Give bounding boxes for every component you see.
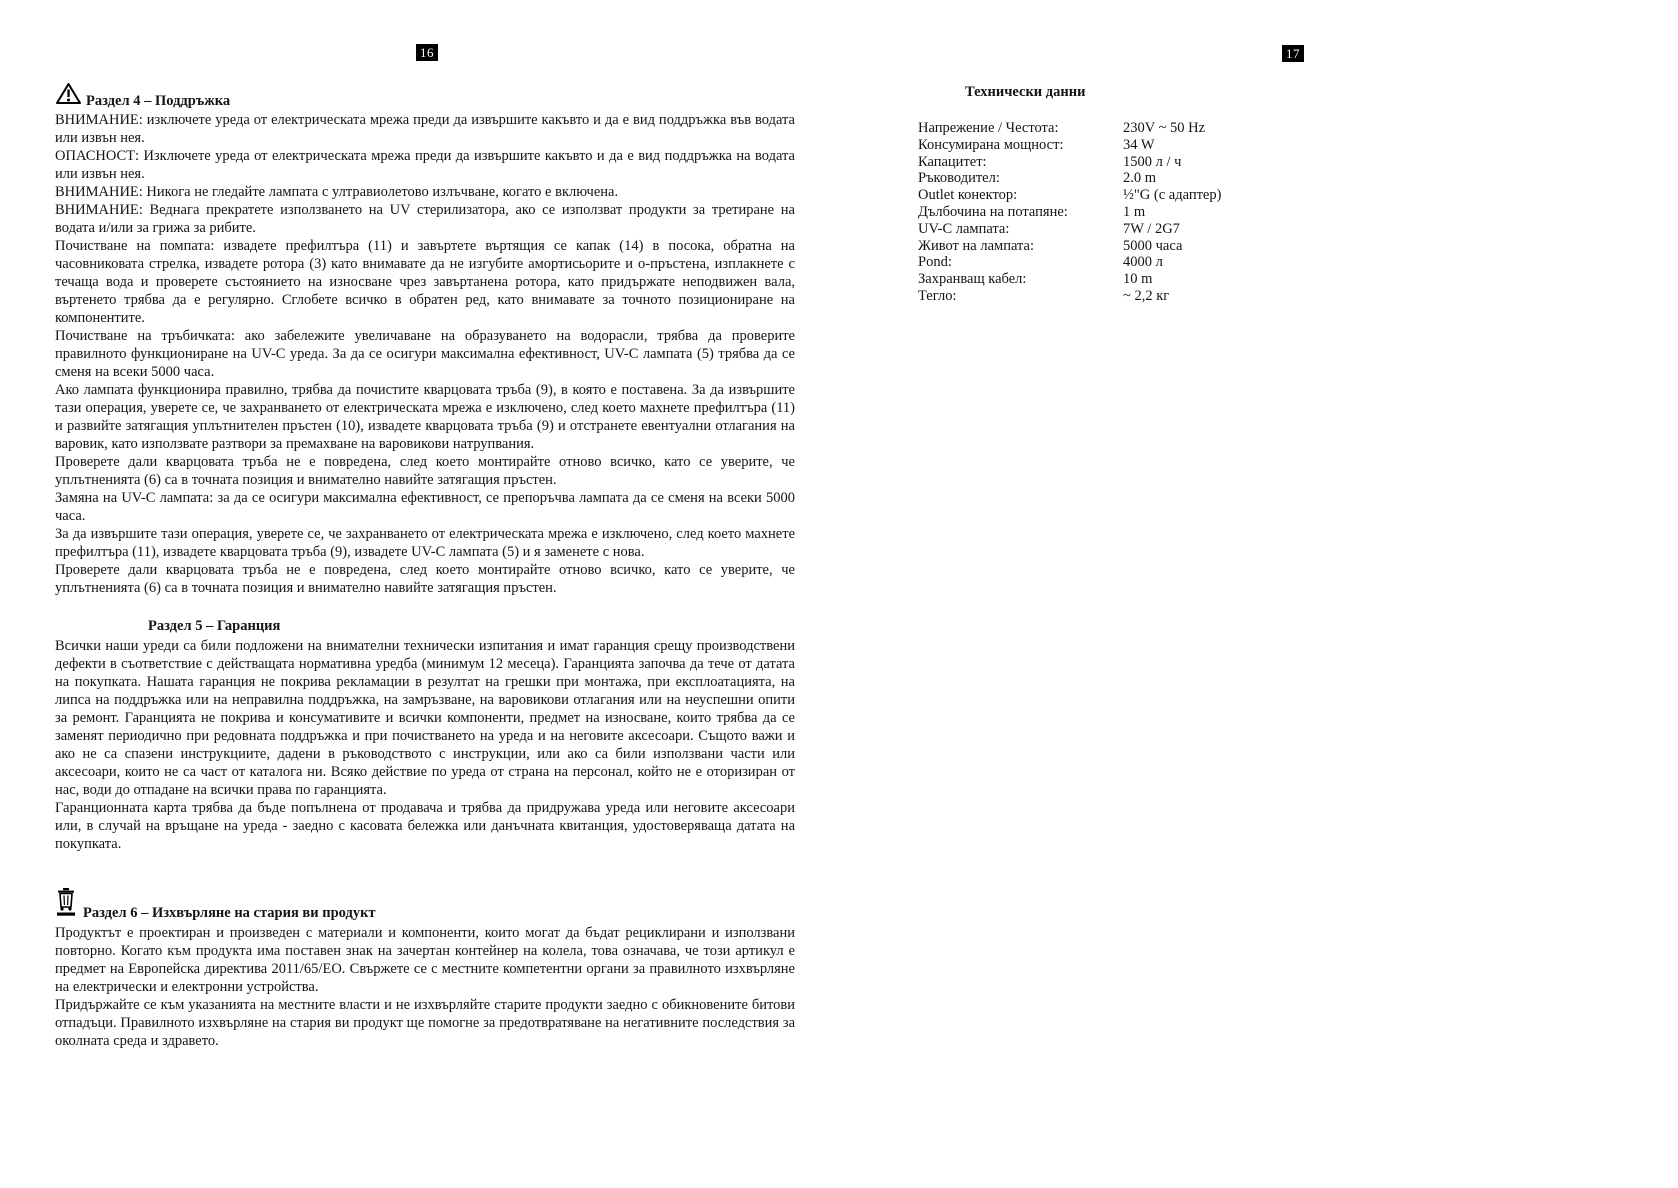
- page-number-right: 17: [1282, 45, 1304, 62]
- paragraph: Придържайте се към указанията на местните власти и не изхвърляйте старите продукти заедно с обикновените битови отпадъци. Правилното изхвърляне на стария ви продукт ще помогне за предотвратяване на негативните последствия за околната среда и здравето.: [55, 997, 795, 1049]
- left-page: [55, 82, 795, 1050]
- paragraph: Всички наши уреди са били подложени на внимателни технически изпитания и имат гаранция срещу производствени дефекти в съответствие с действащата нормативна уредба (минимум 12 месеца). Гаранцията започва да тече от датата на покупката. Нашата гаранция не покрива рекламации в резултат на грешки при монтажа, при експлоатацията, на липса на поддръжка или на неправилна поддръжка, на замръзване, на варовикови отлагания или на неуспешни опити за ремонт. Гаранцията не покрива и консумативите и всички компоненти, предмет на износване, които трябва да се заменят периодично при редовната поддръжка и при почистването на уреда и на неговите аксесоари. Същото важи и ако не са спазени инструкциите, дадени в ръководството с инструкции, или ако са били използвани части или аксесоари, които не са част от каталога ни. Всяко действие по уреда от страна на персонал, който не е оторизиран от нас, води до отпадане на всички права по гаранцията.: [55, 638, 795, 798]
- page-number-left: 16: [416, 44, 438, 61]
- spec-value: 7W / 2G7: [1123, 220, 1180, 237]
- paragraph: Замяна на UV-C лампата: за да се осигури максимална ефективност, се препоръчва лампата да се сменя на всеки 5000 часа.: [55, 490, 795, 524]
- spec-value: ½"G (с адаптер): [1123, 187, 1222, 204]
- spec-row: [918, 238, 1358, 255]
- warning-icon: [55, 82, 82, 110]
- spec-label: Напрежение / Честота:: [918, 120, 1059, 136]
- weee-bin-icon: [55, 887, 77, 922]
- paragraph: ВНИМАНИЕ: Веднага прекратете използването на UV стерилизатора, ако се използват продукти за третиране на водата и/или за грижа за рибите.: [55, 202, 795, 236]
- spec-value: ~ 2,2 кг: [1123, 287, 1170, 304]
- spec-value: 5000 часа: [1123, 237, 1183, 254]
- paragraph: ВНИМАНИЕ: изключете уреда от електрическата мрежа преди да извършите какъвто и да е вид поддръжка във водата или извън нея.: [55, 112, 795, 146]
- spec-label: Ръководител:: [918, 170, 1000, 187]
- spec-row: [918, 187, 1358, 204]
- spec-row: [918, 221, 1358, 238]
- paragraph: ОПАСНОСТ: Изключете уреда от електрическата мрежа преди да извършите какъвто и да е вид поддръжка на водата или извън нея.: [55, 148, 795, 182]
- spec-value: 1500 л / ч: [1123, 153, 1182, 170]
- spec-row: [918, 137, 1358, 154]
- tech-data-title: Технически данни: [965, 84, 1086, 100]
- paragraph: За да извършите тази операция, уверете се, че захранването от електрическата мрежа е изключено, след което махнете префилтъра (11), извадете кварцовата тръба (9), извадете UV-C лампата (5) и я заменете с нова.: [55, 526, 795, 560]
- spec-value: 4000 л: [1123, 254, 1163, 271]
- paragraph: ВНИМАНИЕ: Никога не гледайте лампата с ултравиолетово излъчване, когато е включена.: [55, 184, 619, 200]
- paragraph: Ако лампата функционира правилно, трябва да почистите кварцовата тръба (9), в която е поставена. За да извършите тази операция, уверете се, че захранването от електрическата мрежа е изключено, след което махнете префилтъра (11) и развийте затягащия уплътнителен пръстен (10), извадете кварцовата тръба (9) и отстранете евентуални отлагания на варовик, като използвате разтвори за премахване на варовикови натрупвания.: [55, 382, 795, 452]
- section4-heading: [55, 82, 795, 110]
- spec-label: Outlet конектор:: [918, 187, 1018, 204]
- spec-label: UV-C лампата:: [918, 220, 1010, 237]
- spec-row: [918, 271, 1358, 288]
- spec-label: Захранващ кабел:: [918, 271, 1027, 288]
- paragraph: Гаранционната карта трябва да бъде попълнена от продавача и трябва да придружава уреда или неговите аксесоари или, в случай на връщане на уреда - заедно с касовата бележка или данъчната квитанция, удостоверяваща датата на покупката.: [55, 800, 795, 852]
- spec-row: [918, 288, 1358, 305]
- paragraph: Проверете дали кварцовата тръба не е повредена, след което монтирайте отново всичко, като се уверите, че уплътненията (6) са в точната позиция и внимателно навийте затягащия пръстен.: [55, 454, 795, 488]
- spec-label: Pond:: [918, 254, 952, 271]
- spec-label: Консумирана мощност:: [918, 136, 1064, 153]
- spec-label: Дълбочина на потапяне:: [918, 203, 1068, 220]
- spec-label: Живот на лампата:: [918, 237, 1034, 254]
- spec-label: Капацитет:: [918, 153, 987, 170]
- paragraph: Продуктът е проектиран и произведен с материали и компоненти, които могат да бъдат рециклирани и използвани повторно. Когато към продукта има поставен знак на зачертан контейнер на колела, това означава, че този артикул е предмет на Европейска директива 2011/65/ЕО. Свържете се с местните компетентни органи за правилното изхвърляне на електрически и електронни устройства.: [55, 925, 795, 995]
- paragraph: Почистване на помпата: извадете префилтъра (11) и завъртете въртящия се капак (14) в посока, обратна на часовниковата стрелка, извадете ротора (3) като внимавате да не изгубите амортисьорите и о-пръстена, изплакнете с течаща вода и проверете състоянието на износване чрез завъртанена ротора, като придържате неподвижен вала, въртенето трябва да е регулярно. Сглобете всичко в обратен ред, като внимавате за точното позициониране на компонентите.: [55, 238, 795, 326]
- spec-row: [918, 254, 1358, 271]
- spec-label: Тегло:: [918, 287, 957, 304]
- section6-heading: [55, 887, 795, 922]
- paragraph: Почистване на тръбичката: ако забележите увеличаване на образуването на водорасли, трябва да проверите правилното функциониране на UV-C уреда. За да се осигури максимална ефективност, UV-C лампата (5) трябва да се сменя на всеки 5000 часа.: [55, 328, 795, 380]
- spec-value: 230V ~ 50 Hz: [1123, 120, 1206, 136]
- spec-row: [918, 120, 1358, 137]
- spec-row: [918, 204, 1358, 221]
- section5-title: Раздел 5 – Гаранция: [148, 618, 281, 634]
- paragraph: Проверете дали кварцовата тръба не е повредена, след което монтирайте отново всичко, като се уверите, че уплътненията (6) са в точната позиция и внимателно навийте затягащия пръстен.: [55, 562, 795, 596]
- spec-value: 10 m: [1123, 271, 1153, 288]
- spec-value: 1 m: [1123, 203, 1146, 220]
- section4-title: Раздел 4 – Поддръжка: [86, 93, 231, 109]
- spec-row: [918, 154, 1358, 171]
- spec-row: [918, 170, 1358, 187]
- right-page: [918, 84, 1358, 305]
- section6-title: Раздел 6 – Изхвърляне на стария ви продукт: [83, 905, 376, 921]
- spec-value: 34 W: [1123, 136, 1155, 153]
- spec-value: 2.0 m: [1123, 170, 1157, 187]
